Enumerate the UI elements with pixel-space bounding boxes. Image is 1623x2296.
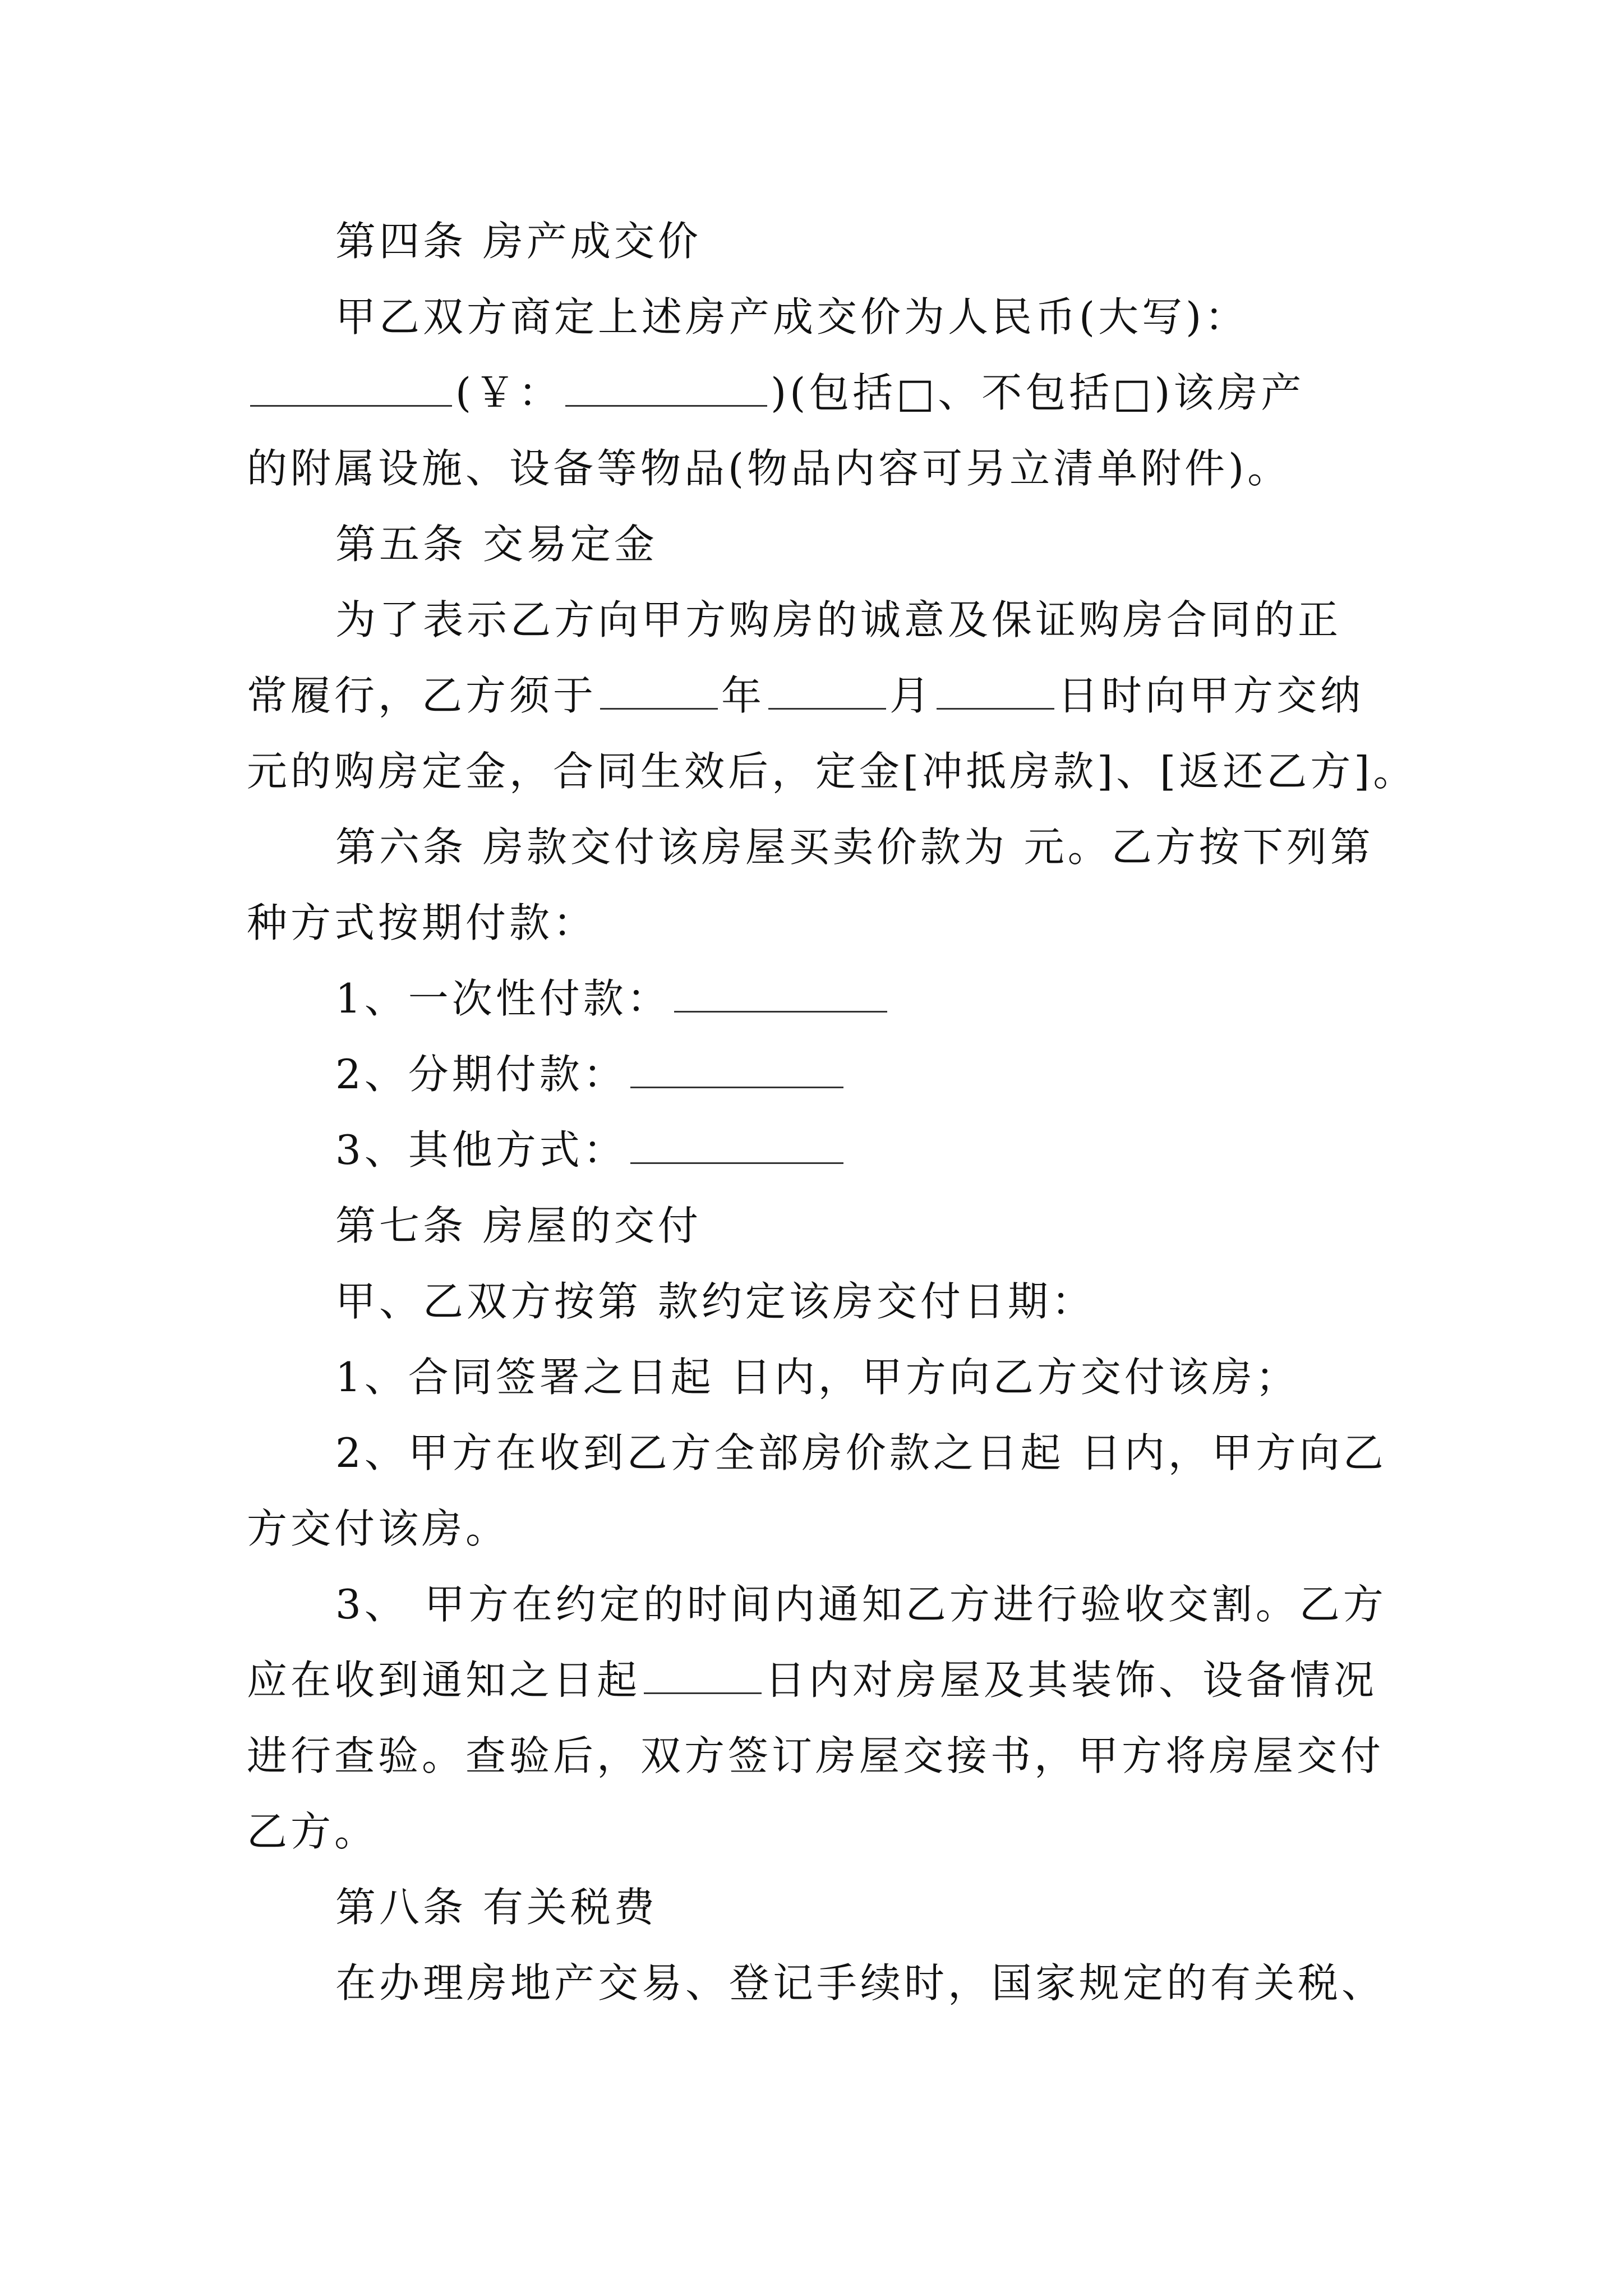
delivery-clause-3-segment: 应在收到通知之日起 — [247, 1657, 641, 1704]
delivery-clause-3-line-3: 进行查验。查验后，双方签订房屋交接书，甲方将房屋交付 — [247, 1732, 1385, 1779]
delivery-clause-2-line-2: 方交付该房。 — [247, 1505, 510, 1552]
article-6-heading: 第六条 房款交付该房屋买卖价款为 元。乙方按下列第 — [335, 823, 1374, 871]
article-4-text-line-1: 甲乙双方商定上述房产成交价为人民币(大写)： — [335, 293, 1249, 341]
article-5-text-segment: 年 — [721, 672, 766, 719]
payment-option-2 — [335, 1046, 847, 1102]
year-blank — [600, 673, 718, 710]
delivery-clause-3-line-4: 乙方。 — [247, 1808, 379, 1855]
payment-option-3 — [335, 1122, 847, 1178]
article-5-text-segment: 日时向甲方交纳 — [1058, 672, 1364, 719]
payment-option-2-label: 2、分期付款： — [335, 1051, 627, 1098]
delivery-clause-3-line-1: 3、 甲方在约定的时间内通知乙方进行验收交割。乙方 — [335, 1581, 1387, 1628]
day-blank — [937, 673, 1054, 710]
article-8-text-line-1: 在办理房地产交易、登记手续时，国家规定的有关税、 — [335, 1959, 1386, 2007]
article-8-heading: 第八条 有关税费 — [335, 1884, 658, 1931]
article-4-text-line-2 — [247, 365, 1304, 421]
article-6-text-line-2: 种方式按期付款： — [247, 899, 597, 946]
delivery-clause-3-line-2 — [247, 1652, 1377, 1708]
article-5-text-segment: 月 — [889, 672, 934, 719]
delivery-clause-1: 1、合同签署之日起 日内，甲方向乙方交付该房； — [335, 1354, 1299, 1401]
price-uppercase-blank — [250, 370, 452, 407]
article-5-heading: 第五条 交易定金 — [335, 521, 658, 568]
payment-option-1-label: 1、一次性付款： — [335, 975, 671, 1022]
article-5-text-line-1: 为了表示乙方向甲方购房的诚意及保证购房合同的正 — [335, 596, 1342, 643]
payment-option-3-blank — [630, 1128, 843, 1164]
article-4-text-segment: )(包括□、不包括□)该房产 — [771, 369, 1305, 416]
article-4-text-line-3: 的附属设施、设备等物品(物品内容可另立清单附件)。 — [247, 445, 1292, 492]
payment-option-1 — [335, 970, 891, 1027]
payment-option-2-blank — [630, 1052, 843, 1088]
article-5-text-line-3: 元的购房定金，合同生效后，定金[冲抵房款]、[返还乙方]。 — [247, 748, 1417, 795]
payment-option-1-blank — [674, 976, 887, 1013]
month-blank — [768, 673, 886, 710]
inspection-days-blank — [644, 1658, 762, 1694]
article-5-text-line-2 — [247, 668, 1364, 724]
payment-option-3-label: 3、其他方式： — [335, 1126, 627, 1174]
article-4-heading: 第四条 房产成交价 — [335, 218, 702, 265]
price-numeric-blank — [565, 370, 767, 407]
article-4-text-segment: (￥： — [455, 369, 562, 416]
delivery-clause-3-segment: 日内对房屋及其装饰、设备情况 — [765, 1657, 1378, 1704]
article-7-text-line-1: 甲、乙双方按第 款约定该房交付日期： — [335, 1278, 1095, 1325]
article-7-heading: 第七条 房屋的交付 — [335, 1202, 702, 1249]
article-5-text-segment: 常履行，乙方须于 — [247, 672, 597, 719]
delivery-clause-2-line-1: 2、甲方在收到乙方全部房价款之日起 日内，甲方向乙 — [335, 1429, 1387, 1476]
